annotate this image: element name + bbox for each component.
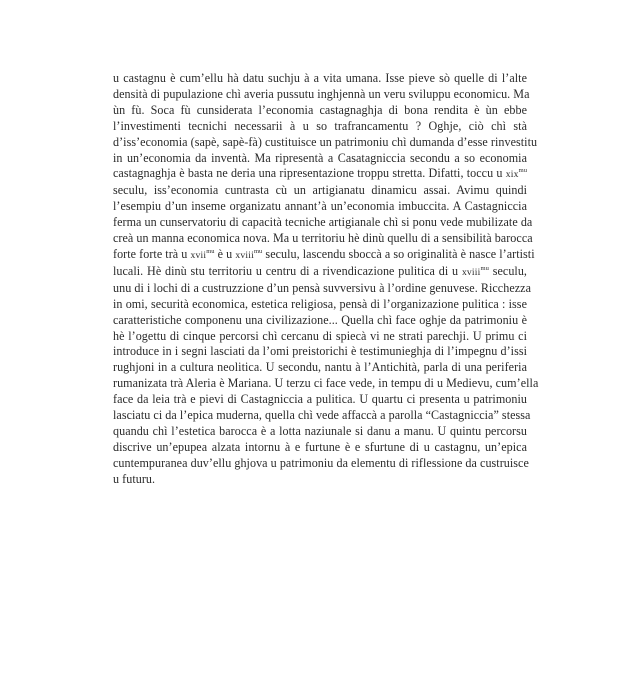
text-line [113, 166, 527, 183]
text-line: ferma un cunservatoriu di capacità tecniche artigianale chì si ponu vede mubilizate da [113, 215, 533, 230]
text-line: l’investimenti tecnichi necessarii à u so trafrancamentu ? Oghje, ciò chì stà [113, 118, 527, 133]
text-line: rumanizata trà Aleria è Mariana. U terzu ci face vede, in tempu di u Medievu, cum’ella [113, 376, 539, 391]
text-line: seculu, iss’economia cuntrasta cù un artigianatu dinamicu assai. Avimu quindi [113, 183, 527, 198]
text-line: rughjoni in a cultura neolitica. U secondu, nantu à l’Antichità, parla di una periferia [113, 360, 527, 375]
ordinal-suffix: mu [253, 247, 263, 255]
text-line: creà un manna economica nova. Ma u territoriu hè dinù quellu di a sensibilità barocca [113, 231, 533, 246]
text-segment: seculu, [488, 263, 528, 278]
text-line: quandu chì l’estetica barocca è a lotta naziunale si danu a manu. U quintu percorsu [113, 423, 527, 438]
text-line: in omi, securità economica, estetica religiosa, pensà di l’organizazione pulitica : isse [113, 296, 527, 311]
century-numeral: xviii [461, 266, 481, 278]
text-line [113, 264, 527, 281]
text-line: u futuru. [113, 471, 156, 486]
text-line: unu di i lochi di a custruzzione d’un pensà suvversivu à l’ordine genuvese. Ricchezza [113, 280, 531, 295]
ordinal-suffix: mu [480, 264, 489, 272]
text-segment: seculu, lascendu sboccà a so originalità è nasce l’artisti [262, 246, 535, 261]
text-segment: lucali. Hè dinù stu territoriu u centru di a rivendicazione pulitica di u [113, 263, 462, 278]
ordinal-suffix: mu [518, 167, 527, 175]
text-segment: è u [214, 246, 236, 261]
text-line: ùn fù. Soca fù cunsiderata l’economia castagnaghja di bona rendita è ùn ebbe [113, 102, 527, 117]
text-line: hè l’ogettu di cinque percorsi chì cercanu di spiecà vi ne strati parechji. U primu ci [113, 328, 527, 343]
century-numeral: xix [505, 169, 519, 181]
ordinal-suffix: mu [206, 247, 215, 255]
text-line: introduce in i segni lasciati da l’omi preistorichi è testimunieghja di l’impegnu d’issi [113, 344, 527, 359]
text-line [113, 246, 535, 264]
text-line: face da leia trà e pievi di Castagniccia a pulitica. U quartu ci presenta u patrimoniu [113, 392, 527, 407]
text-segment: castagnaghja è basta ne deria una ripresentazione troppu stretta. Difatti, toccu u [113, 166, 506, 181]
text-line: cuntempuranea duv’ellu ghjova u patrimoniu da elementu di riflessione da custruisce [113, 455, 529, 470]
text-line: discrive un’epupea alzata intornu à e furtune è e sfurtune di u castagnu, un’epica [113, 439, 527, 454]
century-numeral: xvii [190, 249, 207, 261]
text-line: l’esempiu d’un inseme organizatu annant’à un’economia imbuccita. A Castagniccia [113, 199, 527, 214]
text-segment: forte forte trà u [113, 246, 191, 261]
text-line: caratteristiche componenu una civilizazione... Quella chì face oghje da patrimoniu è [113, 312, 527, 327]
century-numeral: xviii [235, 249, 254, 261]
text-line: lasciatu ci da l’epica muderna, quella chì vede affaccà a parolla “Castagniccia” stessa [113, 408, 531, 423]
text-line: d’iss’economia (sapè, sapè-fà) custituisce un patrimoniu chì dumanda d’esse rinvestitu [113, 134, 538, 149]
text-line: u castagnu è cum’ellu hà datu suchju à a vita umana. Isse pieve sò quelle di l’alte [113, 71, 527, 85]
text-line: in un’economia da inventà. Ma ripresentà a Casatagniccia secondu a so economia [113, 150, 527, 165]
text-line: densità di pupulazione chì averia pussutu inghjennà un veru sviluppu economicu. Ma [113, 86, 530, 101]
body-paragraph [113, 71, 539, 488]
